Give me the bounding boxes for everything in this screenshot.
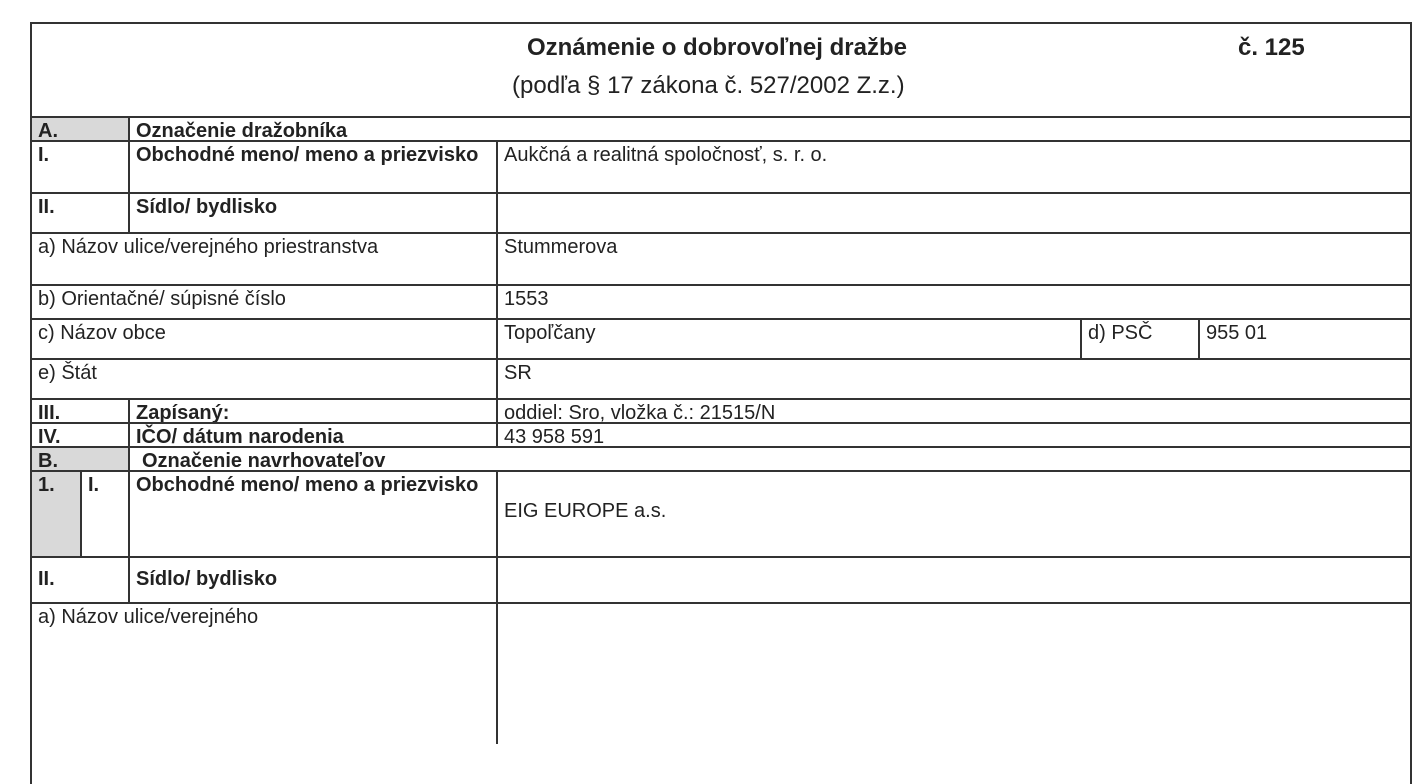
row-number: I.	[38, 144, 50, 166]
city-label: c) Názov obce	[38, 322, 166, 344]
row-number: IV.	[38, 426, 61, 448]
row-number: II.	[38, 196, 55, 218]
city-row	[32, 318, 1410, 360]
section-b-header	[32, 446, 1410, 472]
field-label: Sídlo/ bydlisko	[128, 194, 496, 234]
city-value: Topoľčany	[496, 320, 1080, 360]
registered-label: Zapísaný:	[128, 400, 496, 424]
form-sheet	[30, 22, 1412, 784]
field-label: Sídlo/ bydlisko	[128, 558, 496, 604]
street-value	[496, 604, 1410, 744]
section-b-row-name	[32, 470, 1410, 558]
section-a-row-seat	[32, 192, 1410, 234]
form-subtitle: (podľa § 17 zákona č. 527/2002 Z.z.)	[512, 72, 905, 99]
ico-label: IČO/ dátum narodenia	[128, 424, 496, 448]
house-number-value: 1553	[496, 286, 1410, 320]
street-label: a) Názov ulice/verejného	[38, 606, 259, 628]
field-label: Obchodné meno/ meno a priezvisko	[128, 142, 496, 194]
field-label: Obchodné meno/ meno a priezvisko	[128, 472, 496, 558]
section-a-header	[32, 116, 1410, 142]
section-b-heading: Označenie navrhovateľov	[128, 448, 1410, 472]
section-b-row-seat	[32, 556, 1410, 604]
state-row	[32, 358, 1410, 400]
seat-value	[496, 194, 1410, 234]
state-label: e) Štát	[38, 362, 97, 384]
notice-number: č. 125	[1238, 34, 1305, 61]
company-name-value: Aukčná a realitná spoločnosť, s. r. o.	[496, 142, 1410, 194]
house-number-label: b) Orientačné/ súpisné číslo	[38, 288, 286, 310]
ico-row	[32, 422, 1410, 448]
state-value: SR	[496, 360, 1410, 400]
section-a-code: A.	[32, 118, 128, 142]
petitioner-name-value: EIG EUROPE a.s.	[496, 472, 1410, 558]
form-title: Oznámenie o dobrovoľnej dražbe	[527, 34, 907, 61]
registered-value: oddiel: Sro, vložka č.: 21515/N	[496, 400, 1410, 424]
row-number: II.	[38, 568, 55, 590]
petitioner-index: 1.	[32, 472, 80, 558]
street-row	[32, 232, 1410, 286]
section-a-heading: Označenie dražobníka	[128, 118, 1410, 142]
section-a-row-name	[32, 140, 1410, 194]
row-number: III.	[38, 402, 61, 424]
house-number-row	[32, 284, 1410, 320]
row-number: I.	[80, 472, 128, 558]
form-header	[32, 24, 1410, 116]
street-value: Stummerova	[496, 234, 1410, 286]
seat-value	[496, 558, 1410, 604]
section-b-street-row	[32, 602, 1410, 744]
ico-value: 43 958 591	[496, 424, 1410, 448]
psc-label: d) PSČ	[1080, 320, 1198, 360]
psc-value: 955 01	[1198, 320, 1410, 360]
street-label: a) Názov ulice/verejného priestranstva	[38, 236, 379, 258]
registered-row	[32, 398, 1410, 424]
section-b-code: B.	[32, 448, 128, 472]
